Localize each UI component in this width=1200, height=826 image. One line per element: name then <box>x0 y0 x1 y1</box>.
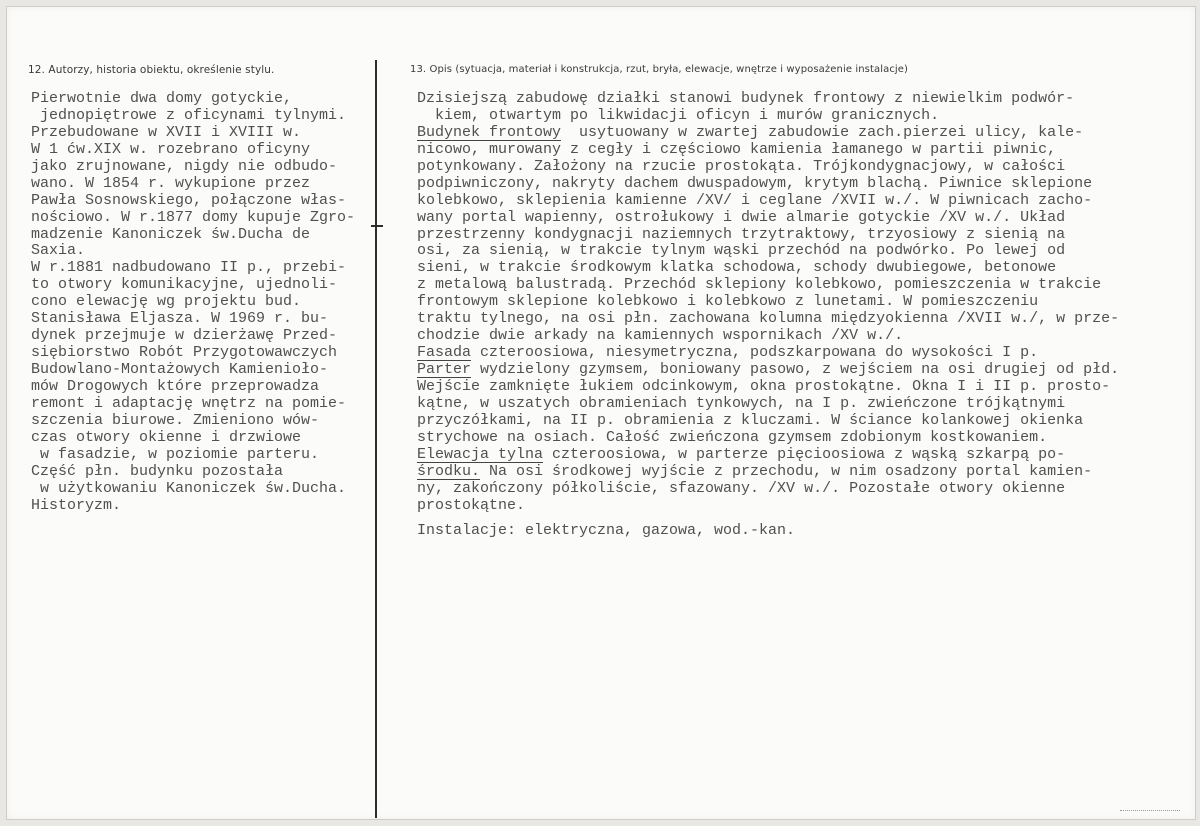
section-12-line: siębiorstwo Robót Przygotowawczych <box>31 344 338 362</box>
section-12-line: jednopiętrowe z oficynami tylnymi. <box>31 106 347 124</box>
line-text: przyczółkami, na II p. obramienia z kluczami. W ściance kolankowej okienka <box>417 411 1084 429</box>
section-13-line <box>417 311 1119 328</box>
line-text: strychowe na osiach. Całość zwieńczona gzymsem zdobionym kostkowaniem. <box>417 428 1048 446</box>
underlined-heading: środku. <box>417 462 481 480</box>
section-13-text <box>417 91 1119 540</box>
section-12-line: Przebudowane w XVII i XVIII w. <box>31 123 302 141</box>
section-12-line: w fasadzie, w poziomie parteru. <box>31 445 320 463</box>
section-12-line: Budowlano-Montażowych Kamienioło- <box>31 361 329 378</box>
line-text: osi, za sienią, w trakcie tylnym wąski przechód na podwórko. Po lewej od <box>417 242 1066 260</box>
section-12-line: Część płn. budynku pozostała <box>31 462 284 480</box>
column-divider <box>375 60 377 818</box>
section-13-line <box>417 294 1119 311</box>
section-13-line <box>417 345 1119 362</box>
line-text: potynkowany. Założony na rzucie prostokąta. Trójkondygnacjowy, w całości <box>417 157 1066 175</box>
section-13-line <box>417 481 1119 498</box>
underlined-heading: Budynek frontowy <box>417 123 562 141</box>
section-12-line: mów Drogowych które przeprowadza <box>31 377 320 395</box>
underlined-heading: Parter <box>417 361 472 378</box>
section-13-line <box>417 498 1119 515</box>
line-text: przestrzenny kondygnacji naziemnych trzytraktowy, trzyosiowy z sienią na <box>417 225 1066 243</box>
section-12-header: 12. Autorzy, historia obiektu, określenie stylu. <box>28 64 275 76</box>
section-13-line <box>417 210 1119 227</box>
line-text: sieni, w trakcie środkowym klatka schodowa, schody dwubiegowe, betonowe <box>417 259 1057 277</box>
divider-tick-mark <box>371 225 383 227</box>
line-text: prostokątne. <box>417 496 526 514</box>
section-12-line: dynek przejmuje w dzierżawę Przed- <box>31 327 338 345</box>
section-13-line <box>417 379 1119 396</box>
line-text: Na osi środkowej wyjście z przechodu, w nim osadzony portal kamien- <box>480 462 1093 480</box>
underlined-heading: Fasada <box>417 344 472 362</box>
section-12-line: w użytkowaniu Kanoniczek św.Ducha. <box>31 479 347 497</box>
section-12-line: wano. W 1854 r. wykupione przez <box>31 174 311 192</box>
section-13-line <box>417 362 1119 379</box>
line-text: wydzielony gzymsem, boniowany pasowo, z wejściem na osi drugiej od płd. <box>471 361 1120 378</box>
section-12-line: Historyzm. <box>31 496 122 514</box>
line-text: chodzie dwie arkady na kamiennych wspornikach /XV w./. <box>417 327 904 345</box>
section-13-line <box>417 159 1119 176</box>
line-text: z metalową balustradą. Przechód sklepiony kolebkowo, pomieszczenia w trakcie <box>417 276 1102 294</box>
section-12-text <box>31 91 355 514</box>
section-12-line: W 1 ćw.XIX w. rozebrano oficyny <box>31 140 311 158</box>
line-text: czteroosiowa, w parterze pięcioosiowa z wąską szkarpą po- <box>543 445 1066 463</box>
line-text: podpiwniczony, nakryty dachem dwuspadowym, krytym blachą. Piwnice sklepione <box>417 174 1093 192</box>
section-13-line <box>417 447 1119 464</box>
line-text: czteroosiowa, niesymetryczna, podszkarpowana do wysokości I p. <box>471 344 1039 362</box>
section-12-line: Saxia. <box>31 242 86 260</box>
section-12-line: Pawła Sosnowskiego, połączone włas- <box>31 191 347 209</box>
footer-dotted-rule <box>1120 810 1180 812</box>
section-13-line <box>417 125 1119 142</box>
line-text: usytuowany w zwartej zabudowie zach.pierzei ulicy, kale- <box>561 123 1084 141</box>
line-text: kolebkowo, sklepienia kamienne /XV/ i ceglane /XVII w./. W piwnicach zacho- <box>417 191 1093 209</box>
section-12-line: to otwory komunikacyjne, ujednoli- <box>31 276 338 294</box>
section-13-line <box>417 142 1119 159</box>
section-13-line <box>417 243 1119 260</box>
section-13-line <box>417 430 1119 447</box>
section-13-line <box>417 227 1119 244</box>
line-text: nicowo, murowany z cegły i częściowo kamienia łamanego w partii piwnic, <box>417 140 1057 158</box>
section-13-line <box>417 413 1119 430</box>
section-12-line: Pierwotnie dwa domy gotyckie, <box>31 90 293 107</box>
section-13-header: 13. Opis (sytuacja, materiał i konstrukcja, rzut, bryła, elewacje, wnętrze i wyposażenie instalacje) <box>410 64 909 75</box>
underlined-heading: Elewacja tylna <box>417 445 544 463</box>
section-13-line <box>417 260 1119 277</box>
section-13-line <box>417 328 1119 345</box>
section-13-line <box>417 91 1119 108</box>
section-13-line <box>417 464 1119 481</box>
section-12-line: szczenia biurowe. Zmieniono wów- <box>31 411 320 429</box>
section-12-line: nościowo. W r.1877 domy kupuje Zgro- <box>31 208 356 226</box>
section-13-line <box>417 108 1119 125</box>
section-13-line <box>417 176 1119 193</box>
line-text: kiem, otwartym po likwidacji oficyn i murów granicznych. <box>417 106 940 124</box>
section-12-line: madzenie Kanoniczek św.Ducha de <box>31 225 311 243</box>
line-text: frontowym sklepione kolebkowo i kolebkowo z lunetami. W pomieszczeniu <box>417 293 1039 311</box>
section-12-line: Stanisława Eljasza. W 1969 r. bu- <box>31 310 329 328</box>
line-text: ny, zakończony półkoliście, sfazowany. /XV w./. Pozostałe otwory okienne <box>417 479 1066 497</box>
section-12-line: jako zrujnowane, nigdy nie odbudo- <box>31 157 338 175</box>
section-13-line <box>417 193 1119 210</box>
installations-line: Instalacje: elektryczna, gazowa, wod.-kan. <box>417 522 796 540</box>
line-text: Wejście zamknięte łukiem odcinkowym, okna prostokątne. Okna I i II p. prosto- <box>417 377 1111 395</box>
line-text: traktu tylnego, na osi płn. zachowana kolumna międzyokienna /XVII w./, w prze- <box>417 310 1120 328</box>
line-text: Dzisiejszą zabudowę działki stanowi budynek frontowy z niewielkim podwór- <box>417 90 1075 107</box>
section-12-line: czas otwory okienne i drzwiowe <box>31 428 302 446</box>
section-13-line <box>417 396 1119 413</box>
line-text: wany portal wapienny, ostrołukowy i dwie almarie gotyckie /XV w./. Układ <box>417 208 1066 226</box>
section-13-line <box>417 277 1119 294</box>
section-12-line: W r.1881 nadbudowano II p., przebi- <box>31 259 347 277</box>
line-text: kątne, w uszatych obramieniach tynkowych, na I p. zwieńczone trójkątnymi <box>417 394 1066 412</box>
section-12-line: cono elewację wg projektu bud. <box>31 293 302 311</box>
section-12-line: remont i adaptację wnętrz na pomie- <box>31 394 347 412</box>
